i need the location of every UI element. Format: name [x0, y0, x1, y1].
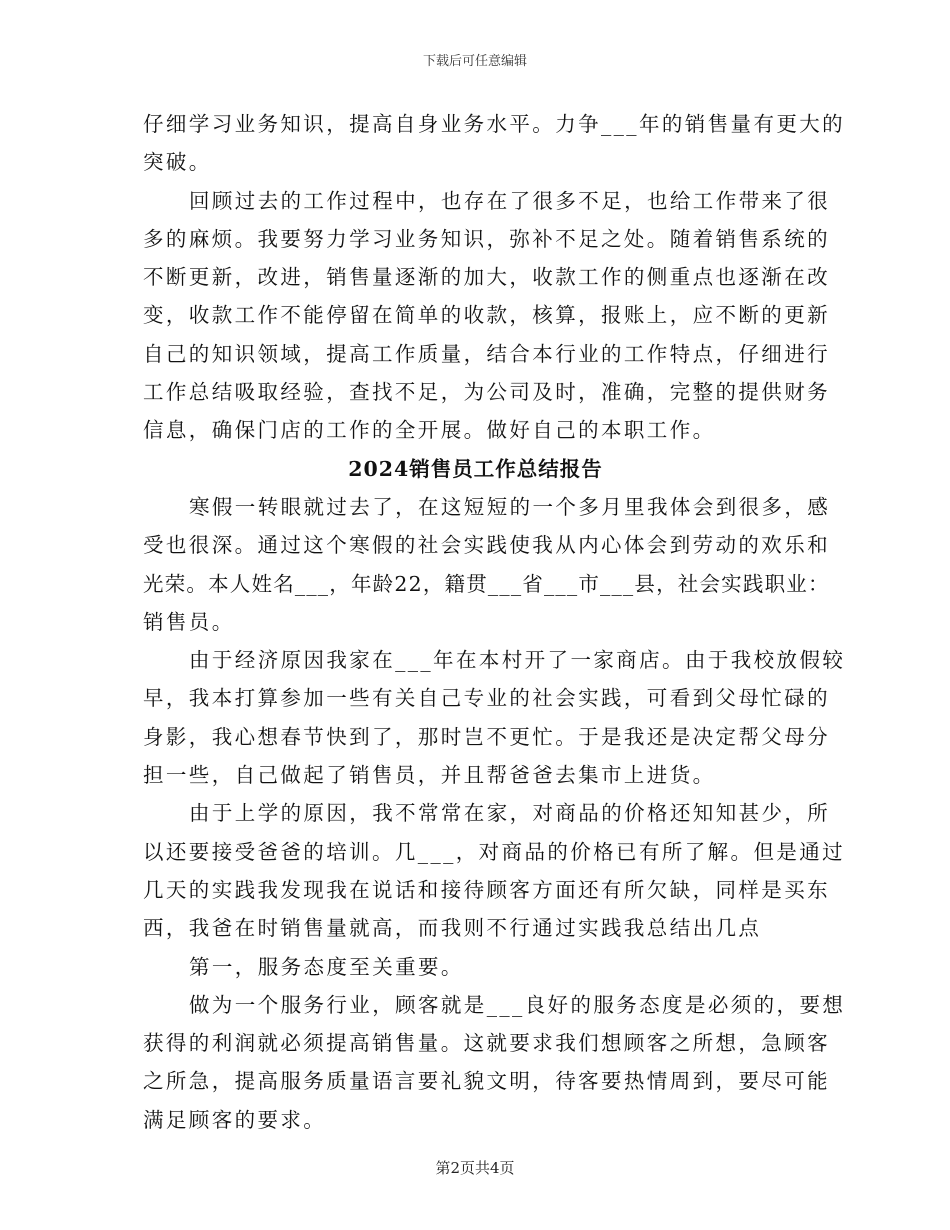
text-line: 多的麻烦。我要努力学习业务知识，弥补不足之处。随着销售系统的: [143, 226, 830, 251]
text-line: 满足顾客的要求。: [143, 1107, 327, 1132]
text-line: 变，收款工作不能停留在简单的收款，核算，报账上，应不断的更新: [143, 303, 830, 328]
text-line: 光荣。本人姓名___，年龄22，籍贯___省___市___县，社会实践职业：: [143, 571, 830, 596]
text-line: 仔细学习业务知识，提高自身业务水平。力争___年的销售量有更大的: [143, 112, 846, 136]
text-line: 自己的知识领域，提高工作质量，结合本行业的工作特点，仔细进行: [143, 341, 830, 366]
page-footer: 第2页共4页: [435, 1159, 515, 1177]
text-line: 获得的利润就必须提高销售量。这就要求我们想顾客之所想，急顾客: [143, 1031, 830, 1056]
text-line: 受也很深。通过这个寒假的社会实践使我从内心体会到劳动的欢乐和: [143, 533, 830, 558]
document-body: [143, 105, 846, 1139]
page-header-note: 下载后可任意编辑: [422, 54, 527, 69]
text-line: 由于经济原因我家在___年在本村开了一家商店。由于我校放假较: [189, 648, 846, 673]
text-line: 西，我爸在时销售量就高，而我则不行通过实践我总结出几点: [143, 916, 762, 941]
text-line: 工作总结吸取经验，查找不足，为公司及时，准确，完整的提供财务: [143, 380, 830, 405]
text-line: 第一，服务态度至关重要。: [189, 954, 464, 979]
section-title: 2024销售员工作总结报告: [348, 456, 603, 481]
text-line: 担一些，自己做起了销售员，并且帮爸爸去集市上进货。: [143, 763, 716, 788]
text-line: 由于上学的原因，我不常常在家，对商品的价格还知知甚少，所: [189, 801, 831, 826]
text-line: 不断更新，改进，销售量逐渐的加大，收款工作的侧重点也逐渐在改: [143, 265, 830, 290]
text-line: 身影，我心想春节快到了，那时岂不更忙。于是我还是决定帮父母分: [143, 724, 830, 749]
text-line: 突破。: [143, 150, 212, 175]
text-line: 以还要接受爸爸的培训。几___，对商品的价格已有所了解。但是通过: [143, 839, 846, 864]
text-line: 之所急，提高服务质量语言要礼貌文明，待客要热情周到，要尽可能: [143, 1069, 830, 1094]
text-line: 早，我本打算参加一些有关自己专业的社会实践，可看到父母忙碌的: [143, 686, 830, 711]
text-line: 信息，确保门店的工作的全开展。做好自己的本职工作。: [143, 418, 716, 443]
text-line: 销售员。: [143, 609, 235, 634]
text-line: 几天的实践我发现我在说话和接待顾客方面还有所欠缺，同样是买东: [143, 877, 830, 902]
text-line: 回顾过去的工作过程中，也存在了很多不足，也给工作带来了很: [189, 188, 831, 213]
text-line: 做为一个服务行业，顾客就是___良好的服务态度是必须的，要想: [189, 992, 846, 1017]
text-line: 寒假一转眼就过去了，在这短短的一个多月里我体会到很多，感: [189, 494, 831, 519]
